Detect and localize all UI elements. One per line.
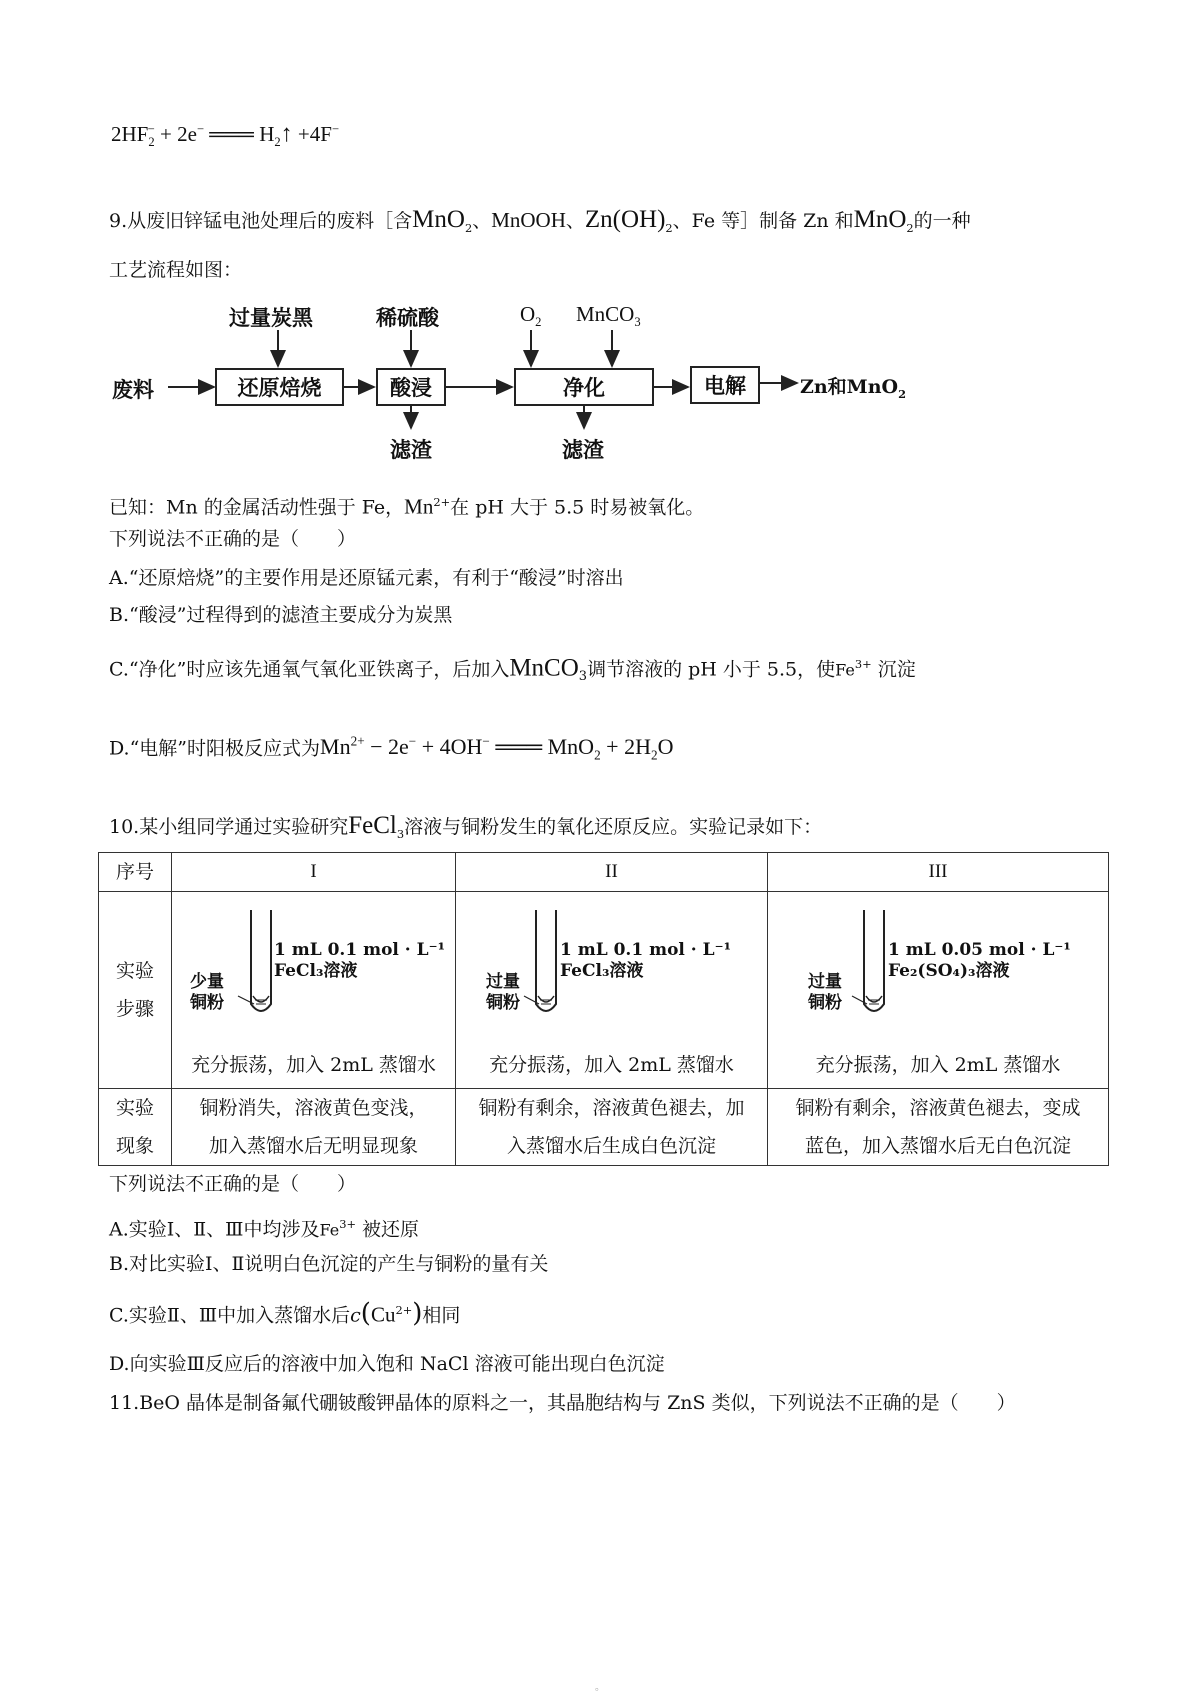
q9-prompt: 下列说法不正确的是（ ） [109,528,357,550]
flow-input-label: 废料 [112,377,154,402]
q10-stem: 10.某小组同学通过实验研究FeCl$_3$溶液与铜粉发生的氧化还原反应。实验记录如下： [109,812,823,841]
flow-box-electrolysis: 电解 [690,366,760,404]
table-row-label-observations: 实验 现象 [99,1089,172,1166]
step-caption: 充分振荡，加入 2mL 蒸馏水 [815,1054,1061,1076]
copper-label: 过量 铜粉 [486,972,520,1013]
reagent-label: 1 mL 0.05 mol · L⁻¹ Fe₂(SO₄)₃溶液 [888,940,1071,981]
copper-label: 过量 铜粉 [808,972,842,1013]
step-caption: 充分振荡，加入 2mL 蒸馏水 [191,1054,436,1076]
table-header-i: I [172,853,456,892]
table-cell-obs-ii: 铜粉有剩余，溶液黄色褪去，加 入蒸馏水后生成白色沉淀 [456,1089,768,1166]
table-cell-obs-iii: 铜粉有剩余，溶液黄色褪去，变成 蓝色，加入蒸馏水后无白色沉淀 [768,1089,1109,1166]
q9-option-d: D.“电解”时阳极反应式为$Mn^{2+} - 2e^- + 4OH^-$ ═══ $MnO_2 + 2H_2O$ [109,734,674,763]
flow-reagent-mnco3: MnCO$_3$ [576,302,641,330]
process-flowchart [0,0,1200,480]
q9-option-b: B.“酸浸”过程得到的滤渣主要成分为炭黑 [109,604,453,626]
table-cell-obs-i: 铜粉消失，溶液黄色变浅， 加入蒸馏水后无明显现象 [172,1089,456,1166]
q9-stem-line1: 9.从废旧锌锰电池处理后的废料［含MnO$_2$、MnOOH、$Zn(OH)_2$、Fe 等］制备 Zn 和MnO$_2$的一种 [109,206,971,235]
table-header-row [99,853,1109,892]
q10-option-a: A.实验Ⅰ、Ⅱ、Ⅲ中均涉及$Fe^{3+}$ 被还原 [109,1217,420,1241]
table-cell-step-i [172,892,456,1089]
q10-option-d: D.向实验Ⅲ反应后的溶液中加入饱和 NaCl 溶液可能出现白色沉淀 [109,1353,665,1375]
flow-reagent-carbon-black: 过量炭黑 [229,305,313,330]
copper-label: 少量 铜粉 [190,972,224,1013]
table-row-label-steps: 实验 步骤 [99,892,172,1089]
q11-stem: 11.BeO 晶体是制备氟代硼铍酸钾晶体的原料之一，其晶胞结构与 ZnS 类似，下列说法不正确的是（ ） [109,1392,1016,1414]
q9-option-a: A.“还原焙烧”的主要作用是还原锰元素，有利于“酸浸”时溶出 [109,567,624,589]
reagent-label: 1 mL 0.1 mol · L⁻¹ FeCl₃溶液 [560,940,732,981]
flow-residue-2: 滤渣 [562,437,604,462]
step-caption: 充分振荡，加入 2mL 蒸馏水 [489,1054,734,1076]
table-header-index: 序号 [99,853,172,892]
table-cell-step-ii [456,892,768,1089]
reagent-label: 1 mL 0.1 mol · L⁻¹ FeCl₃溶液 [274,940,446,981]
experiment-table [98,852,1109,1166]
flowchart-arrows [0,0,1200,480]
q10-prompt: 下列说法不正确的是（ ） [109,1173,357,1195]
q9-option-c: C.“净化”时应该先通氧气氧化亚铁离子，后加入MnCO$_3$调节溶液的 pH 小于 5.5，使$Fe^{3+}$ 沉淀 [109,654,916,685]
q10-option-c: C.实验Ⅱ、Ⅲ中加入蒸馏水后$c(Cu^{2+})$相同 [109,1298,461,1329]
q9-stem-line2: 工艺流程如图： [109,259,243,281]
equation-top: $2HF_2^- + 2e^-$ ═══ $H_2↑ +4F^-$ [111,121,340,150]
flow-box-reduction-roasting: 还原焙烧 [215,368,344,406]
flow-reagent-sulfuric-acid: 稀硫酸 [376,305,439,330]
table-header-iii: III [768,853,1109,892]
table-row-observations [99,1089,1109,1166]
table-header-ii: II [456,853,768,892]
flow-box-acid-leaching: 酸浸 [376,368,446,406]
q9-known: 已知：Mn 的金属活动性强于 Fe，$Mn^{2+}$在 pH 大于 5.5 时易被氧化。 [109,494,705,519]
q10-option-b: B.对比实验Ⅰ、Ⅱ说明白色沉淀的产生与铜粉的量有关 [109,1253,549,1275]
page-footer-mark: 。 [595,1682,605,1693]
table-cell-step-iii [768,892,1109,1089]
flow-residue-1: 滤渣 [390,437,432,462]
flow-reagent-oxygen: $O_2$ [520,302,542,330]
flow-output-products: Zn和MnO$_2$ [800,376,907,401]
flow-box-purification: 净化 [514,368,654,406]
table-row-steps [99,892,1109,1089]
